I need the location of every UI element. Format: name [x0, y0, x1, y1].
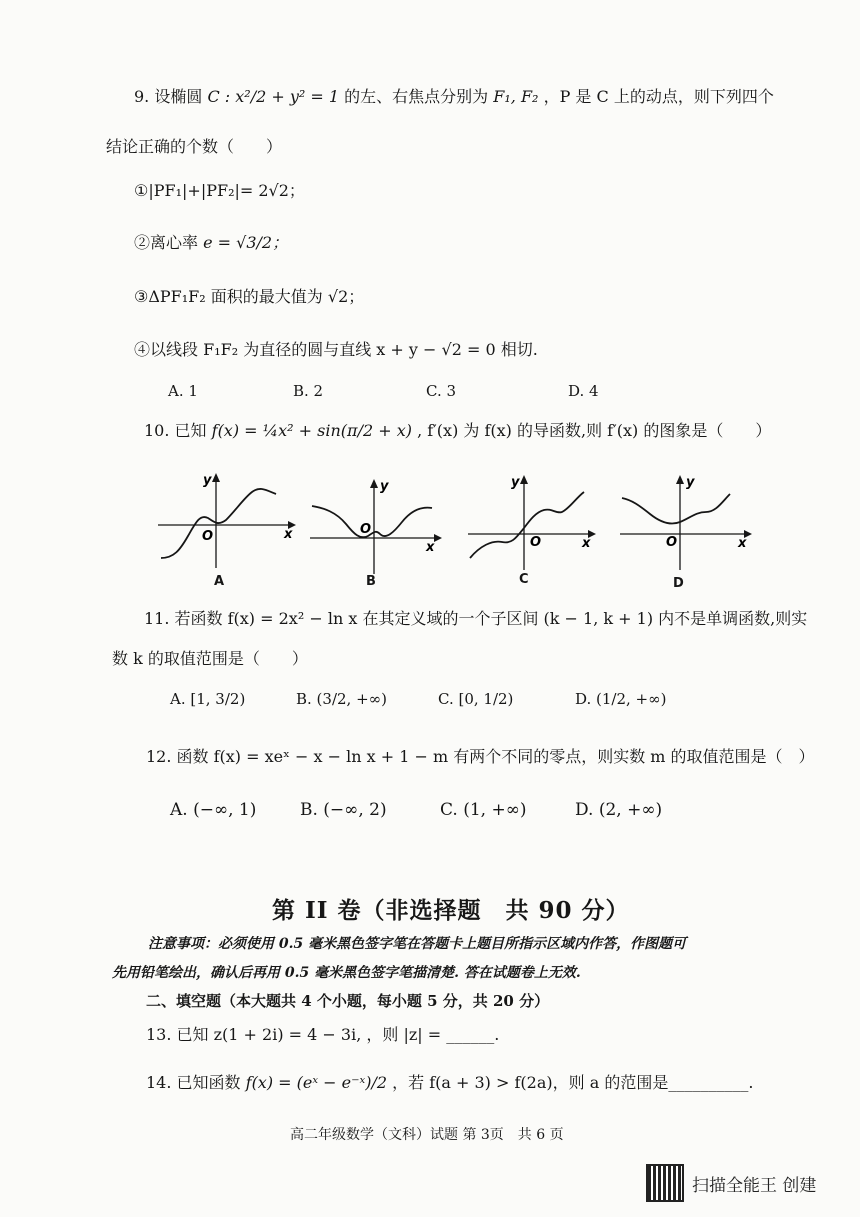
graph-b-curve: [312, 506, 432, 537]
graph-b-label: B: [366, 574, 376, 589]
graph-d-origin: O: [666, 535, 678, 550]
q9-statement-2-label: ②离心率: [134, 233, 199, 252]
q9-option-c: C. 3: [426, 382, 457, 400]
graph-a-y-arrow: [212, 473, 220, 482]
graph-c-origin: O: [530, 535, 542, 550]
graph-c-svg: [466, 472, 596, 572]
q10-stem-b: , f′(x) 为 f(x) 的导函数,则 f′(x) 的图象是（ ）: [417, 421, 772, 440]
q9-statement-2-formula: e = √3/2；: [203, 233, 289, 252]
graph-d-y-label: y: [686, 475, 695, 490]
graph-c-y-arrow: [520, 475, 528, 484]
graph-c-y-label: y: [511, 475, 520, 490]
graph-d-curve: [622, 494, 730, 524]
graph-b-y-arrow: [370, 479, 378, 488]
q11-stem-line2: 数 k 的取值范围是（ ）: [112, 649, 308, 668]
graph-b-origin: O: [360, 522, 372, 537]
graph-a-origin: O: [202, 529, 214, 544]
q11-option-a: A. [1, 3/2): [170, 690, 246, 708]
graph-c-label: C: [519, 572, 529, 587]
q11-option-c: C. [0, 1/2): [438, 690, 514, 708]
q14-stem: [146, 1072, 753, 1094]
q9-statement-1: ①|PF₁|+|PF₂|= 2√2；: [134, 181, 305, 200]
q9-stem-b: 的左、右焦点分别为: [344, 87, 489, 106]
q11-option-b: B. (3/2, +∞): [296, 690, 388, 708]
graph-b-svg: [308, 476, 442, 576]
graph-d-svg: [618, 472, 752, 572]
watermark-text: 扫描全能王 创建: [692, 1175, 817, 1196]
graph-d-x-label: x: [738, 536, 747, 551]
graph-a-y-label: y: [203, 473, 212, 488]
q9-option-a: A. 1: [168, 382, 198, 400]
section2-notice-line1: 注意事项：必须使用 0.5 毫米黑色签字笔在答题卡上题目所指示区域内作答，作图题可: [148, 936, 687, 952]
q14-stem-a: 14. 已知函数: [146, 1073, 241, 1092]
graph-a-curve: [161, 489, 276, 558]
q9-statement-3: ③ΔPF₁F₂ 面积的最大值为 √2；: [134, 287, 365, 306]
graph-c-x-label: x: [582, 536, 591, 551]
qr-code-icon: [646, 1164, 684, 1202]
q9-stem: [134, 86, 774, 108]
q9-statement-4: ④以线段 F₁F₂ 为直径的圆与直线 x + y − √2 = 0 相切.: [134, 340, 538, 359]
page-footer: 高二年级数学（文科）试题 第 3页 共 6 页: [290, 1127, 564, 1143]
q9-statement-2: [134, 232, 288, 254]
graph-d-y-arrow: [676, 475, 684, 484]
q12-option-b: B. (−∞, 2): [300, 800, 387, 820]
section2-notice-line2: 先用铅笔绘出，确认后再用 0.5 毫米黑色签字笔描清楚. 答在试题卷上无效.: [112, 965, 581, 981]
q9-ellipse-formula: C : x²/2 + y² = 1: [207, 87, 340, 106]
graph-a-x-label: x: [284, 527, 293, 542]
graph-b-y-label: y: [380, 479, 389, 494]
q9-stem-c: ，P 是 C 上的动点，则下列四个: [543, 87, 774, 106]
graph-c-curve: [470, 492, 584, 558]
q10-formula: f(x) = ¼x² + sin(π/2 + x): [211, 421, 412, 440]
q10-stem: [144, 420, 771, 442]
graph-b: [308, 476, 442, 576]
q12-stem: 12. 函数 f(x) = xeˣ − x − ln x + 1 − m 有两个不同的零点，则实数 m 的取值范围是（ ）: [146, 747, 815, 766]
graph-c: [466, 472, 596, 572]
scanner-watermark: [646, 1164, 816, 1202]
q12-option-c: C. (1, +∞): [440, 800, 527, 820]
graph-a-svg: [156, 470, 296, 570]
graph-b-x-arrow: [434, 534, 442, 542]
graph-d-label: D: [673, 576, 684, 591]
q9-stem-line2: 结论正确的个数（ ）: [106, 137, 283, 156]
q13-stem: 13. 已知 z(1 + 2i) = 4 − 3i, ，则 |z| = ______.: [146, 1025, 500, 1044]
q14-stem-b: ，若 f(a + 3) > f(2a)，则 a 的范围是__________.: [392, 1073, 754, 1092]
section2-title: 第 II 卷（非选择题 共 90 分）: [272, 897, 630, 924]
graph-d: [618, 472, 752, 572]
section2-part-heading: 二、填空题（本大题共 4 个小题，每小题 5 分，共 20 分）: [146, 992, 550, 1010]
q9-stem-a: 9. 设椭圆: [134, 87, 203, 106]
graph-b-x-label: x: [426, 540, 435, 555]
q14-formula: f(x) = (eˣ − e⁻ˣ)/2: [245, 1073, 388, 1092]
q12-option-d: D. (2, +∞): [575, 800, 663, 820]
q11-stem-line1: 11. 若函数 f(x) = 2x² − ln x 在其定义域的一个子区间 (k − 1, k + 1) 内不是单调函数,则实: [144, 609, 808, 628]
q9-option-d: D. 4: [568, 382, 599, 400]
q12-option-a: A. (−∞, 1): [170, 800, 257, 820]
graph-a-label: A: [214, 574, 225, 589]
q11-option-d: D. (1/2, +∞): [575, 690, 667, 708]
q10-stem-a: 10. 已知: [144, 421, 207, 440]
q9-foci: F₁, F₂: [493, 87, 539, 106]
graph-a: [156, 470, 296, 570]
q9-option-b: B. 2: [293, 382, 324, 400]
